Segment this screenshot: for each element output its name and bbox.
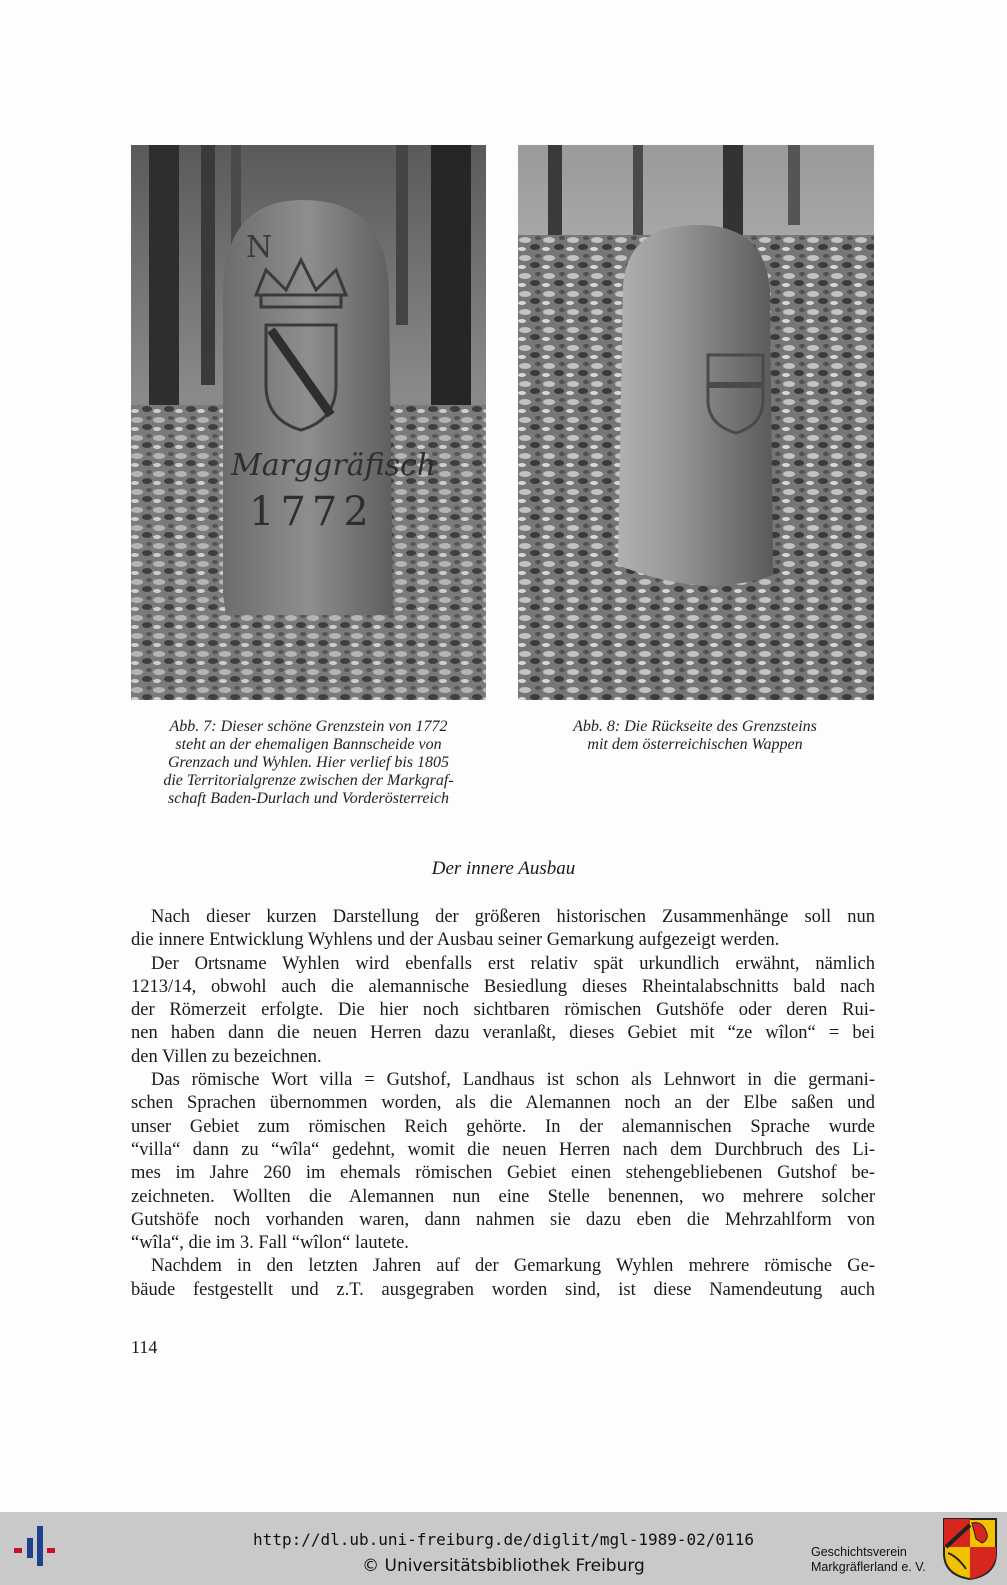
stone-year: 1772 [249,489,375,535]
stone-inscription: Marggräfisch [231,448,437,483]
footer-copyright: © Universitätsbibliothek Freiburg [362,1556,645,1576]
text-line: nen haben dann die neuen Herren dazu veranlaßt, dieses Gebiet mit “ze wîlon“ = bei [131,1023,875,1044]
text-line: schen Sprachen übernommen worden, als die Alemannen noch an der Elbe saßen und [131,1093,875,1114]
text-line: Nach dieser kurzen Darstellung der größeren historischen Zusammenhänge soll nun [151,907,875,927]
figure-8-caption [525,718,865,754]
text-line: die innere Entwicklung Wyhlens und der Ausbau seiner Gemarkung aufgezeigt werden. [131,930,780,951]
boundary-stone-front-photo [131,145,486,700]
body-text [131,906,875,1302]
society-name-line: Markgräflerland e. V. [811,1560,926,1574]
paragraph [131,1069,875,1255]
figure-7-caption [131,718,486,808]
paragraph [131,1255,875,1302]
caption-line: schaft Baden-Durlach und Vorderösterreich [168,790,449,807]
society-name [811,1545,941,1575]
section-heading: Der innere Ausbau [431,858,576,879]
text-line: Gutshöfe noch vorhanden waren, dann nahmen sie dazu eben die Mehrzahlform von [131,1209,875,1230]
boundary-stone-back-photo [518,145,874,700]
text-line: Nachdem in den letzten Jahren auf der Gemarkung Wyhlen mehrere römische Ge- [151,1256,875,1277]
text-line: den Villen zu bezeichnen. [131,1046,322,1067]
caption-line: Abb. 8: Die Rückseite des Grenzsteins [573,718,817,735]
caption-line: Abb. 7: Dieser schöne Grenzstein von 1772 [169,718,448,735]
page-number: 114 [131,1337,158,1357]
text-line: bäude festgestellt und z.T. ausgegraben worden sind, ist diese Namendeutung auch [131,1279,875,1300]
text-line: zeichneten. Wollten die Alemannen nun eine Stelle benennen, wo mehrere solcher [131,1186,875,1207]
caption-line: steht an der ehemaligen Bannscheide von [175,736,442,753]
text-line: “wîla“, die im 3. Fall “wîlon“ lautete. [131,1233,409,1254]
text-line: der Römerzeit erfolgte. Die hier noch sichtbaren römischen Gutshöfe oder deren Rui- [131,1000,875,1021]
stone-letter: N [246,230,273,265]
paragraph [131,906,875,953]
caption-line: die Territorialgrenze zwischen der Markgraf- [163,772,454,789]
society-name-line: Geschichtsverein [811,1545,907,1559]
paragraph [131,953,875,1069]
text-line: Der Ortsname Wyhlen wird ebenfalls erst relativ spät urkundlich erwähnt, nämlich [151,953,875,974]
caption-line: mit dem österreichischen Wappen [587,736,803,753]
text-line: mes im Jahre 260 im ehemals römischen Gebiet einen stehengebliebenen Gutshof be- [131,1163,875,1184]
text-line: unser Gebiet zum römischen Reich gehörte. In der alemannischen Sprache wurde [131,1116,875,1137]
society-crest-icon [942,1517,998,1581]
text-line: Das römische Wort villa = Gutshof, Landhaus ist schon als Lehnwort in die germani- [151,1070,875,1091]
caption-line: Grenzach und Wyhlen. Hier verlief bis 1805 [168,754,449,771]
text-line: “villa“ dann zu “wîla“ gedehnt, womit die neuen Herren nach dem Durchbruch des Li- [131,1139,875,1160]
footer-url-link[interactable]: http://dl.ub.uni-freiburg.de/diglit/mgl-1989-02/0116 [253,1530,754,1549]
text-line: 1213/14, obwohl auch die alemannische Besiedlung dieses Rheintalabschnitts bald nach [131,976,875,997]
